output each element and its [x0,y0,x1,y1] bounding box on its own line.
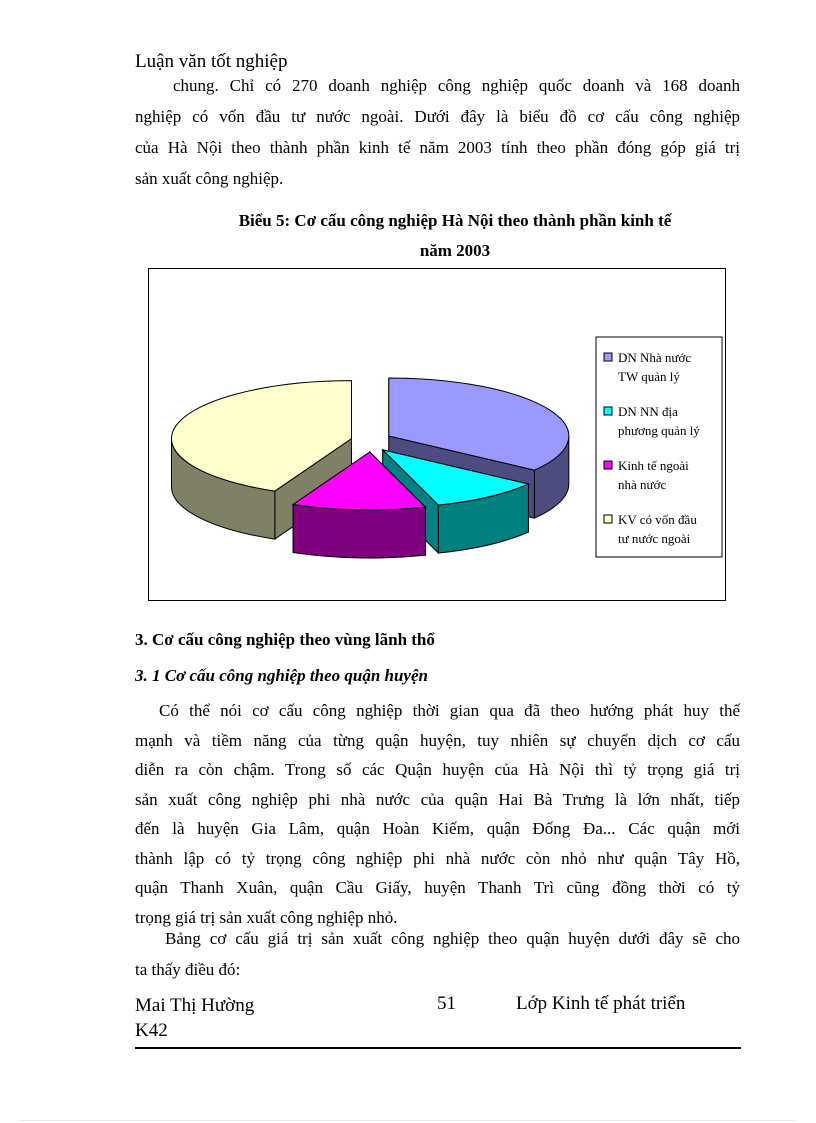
body-paragraph [135,696,740,932]
page-edge-divider [20,1120,796,1121]
chart-legend [596,337,722,557]
body-line: trọng giá trị sản xuất công nghiệp nhỏ. [135,907,398,927]
legend-swatch [604,407,612,415]
legend-label: nhà nước [618,477,667,492]
figure-caption [135,206,775,266]
running-header: Luận văn tốt nghiệp [135,51,288,72]
section-heading: 3. Cơ cấu công nghiệp theo vùng lãnh thổ [135,630,435,649]
legend-label: DN Nhà nước [618,350,692,365]
body-line: diễn ra còn chậm. Trong số các Quận huyện của Hà Nội thì tỷ trọng giá trị [135,760,740,779]
intro-paragraph [135,70,740,194]
figure-caption-line: Biểu 5: Cơ cấu công nghiệp Hà Nội theo thành phần kinh tế [238,211,672,230]
body-line: Bảng cơ cấu giá trị sản xuất công nghiệp theo quận huyện dưới đây sẽ cho [165,929,740,948]
legend-label: DN NN địa [618,404,678,419]
pie-chart [149,269,725,600]
pie-slice-side [293,504,425,558]
intro-line: nghiệp có vốn đầu tư nước ngoài. Dưới đây là biểu đồ cơ cấu công nghiệp [135,107,740,126]
body-line: thành lập có tỷ trọng công nghiệp phi nhà nước còn nhỏ như quận Tây Hồ, [135,848,740,868]
body-line: sản xuất công nghiệp phi nhà nước của quận Hai Bà Trưng là lớn nhất, tiếp [135,789,740,809]
legend-label: TW quản lý [618,369,680,384]
body-line: quận Thanh Xuân, quận Cầu Giấy, huyện Thanh Trì cũng đồng thời có tỷ [135,878,740,897]
author-name: Mai Thị Hường [135,995,255,1016]
footer-class: Lớp Kinh tế phát triển [516,993,686,1014]
footer-divider [135,1047,741,1049]
subsection-heading: 3. 1 Cơ cấu công nghiệp theo quận huyện [135,666,428,685]
body-line: mạnh và tiềm năng của từng quận huyện, tuy nhiên sự chuyển dịch cơ cấu [135,730,740,750]
legend-swatch [604,515,612,523]
footer-author [135,993,254,1043]
figure-caption-line: năm 2003 [419,241,491,260]
body-line: ta thấy điều đó: [135,960,241,979]
legend-label: Kinh tế ngoài [618,458,689,473]
author-cohort: K42 [135,1020,168,1041]
legend-swatch [604,353,612,361]
legend-label: tư nước ngoài [618,531,691,546]
intro-line: sản xuất công nghiệp. [135,169,284,188]
body-line: đến là huyện Gia Lâm, quận Hoàn Kiếm, quận Đống Đa... Các quận mới [135,819,740,838]
legend-label: phương quản lý [618,423,700,438]
body-line: Có thể nói cơ cấu công nghiệp thời gian qua đã theo hướng phát huy thế [159,701,740,720]
body-paragraph [135,923,740,985]
legend-swatch [604,461,612,469]
intro-line: của Hà Nội theo thành phần kinh tế năm 2003 tính theo phần đóng góp giá trị [135,138,740,157]
page-number: 51 [437,993,456,1014]
intro-line: chung. Chỉ có 270 doanh nghiệp công nghiệp quốc doanh và 168 doanh [173,76,740,95]
legend-label: KV có vốn đầu [618,512,697,527]
pie-chart-frame [148,268,726,601]
